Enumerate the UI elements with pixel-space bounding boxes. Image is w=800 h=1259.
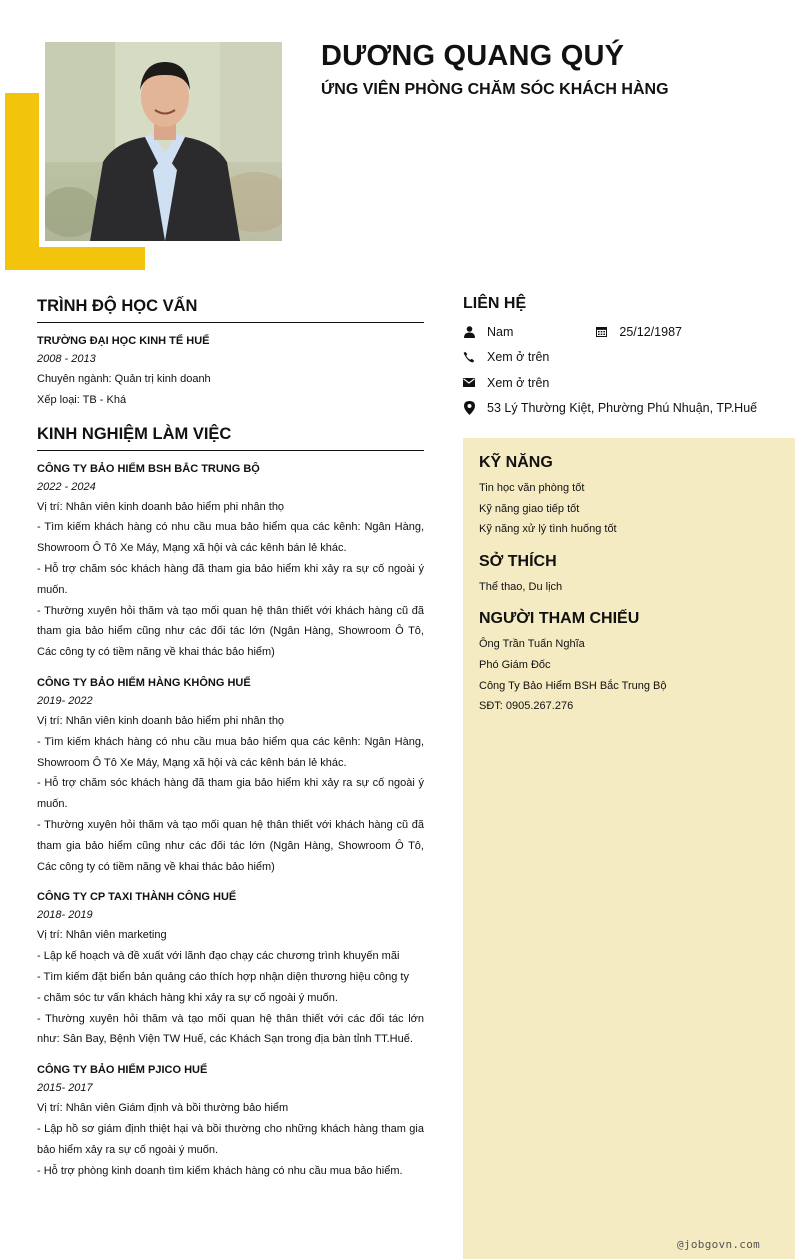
location-pin-icon [463, 402, 475, 414]
school-name: TRƯỜNG ĐẠI HỌC KINH TẾ HUẾ [37, 335, 210, 347]
job-years: 2022 - 2024 [37, 480, 96, 493]
job-line: - chăm sóc tư vấn khách hàng khi xảy ra sự cố ngoài ý muốn. [37, 991, 338, 1004]
left-column [37, 297, 424, 1193]
job-entry [37, 675, 424, 877]
job-entry [37, 1062, 424, 1181]
job-company: CÔNG TY BẢO HIỂM BSH BẮC TRUNG BỘ [37, 462, 260, 475]
hobbies-title: SỞ THÍCH [479, 552, 557, 570]
job-line: Vị trí: Nhân viên kinh doanh bảo hiểm phi nhân thọ [37, 714, 285, 727]
job-line: - Hỗ trợ phòng kinh doanh tìm kiếm khách hàng có nhu cầu mua bảo hiểm. [37, 1164, 403, 1177]
job-line: - Lập hồ sơ giám định thiệt hại và bồi thường cho những khách hàng tham gia bảo hiểm xảy ra sự cố ngoài ý muốn. [37, 1122, 424, 1156]
job-company: CÔNG TY BẢO HIỂM PJICO HUẾ [37, 1064, 208, 1077]
mail-icon [463, 377, 475, 389]
hobbies-section [479, 553, 779, 598]
job-line: - Thường xuyên hỏi thăm và tạo mối quan hệ thân thiết với các đối tác lớn như: Sân Bay, Bệnh Viện TW Huế, các Khách Sạn trong địa bàn tỉnh TT.Huế. [37, 1012, 424, 1046]
job-line: - Lập kế hoạch và đề xuất với lãnh đạo chạy các chương trình khuyến mãi [37, 950, 400, 963]
calendar-icon [595, 326, 607, 338]
job-line: - Thường xuyên hỏi thăm và tạo mối quan hệ thân thiết với khách hàng cũ đã tham gia bảo hiểm cũng như các đối tác lớn (Ngân Hàng, Showroom Ô Tô, Các công ty có tiềm năng về khai thác bảo hiểm) [37, 818, 424, 873]
candidate-name: DƯƠNG QUANG QUÝ [321, 40, 625, 72]
job-entry [37, 889, 424, 1050]
job-company: CÔNG TY CP TAXI THÀNH CÔNG HUẾ [37, 891, 237, 904]
references-title: NGƯỜI THAM CHIẾU [479, 610, 640, 628]
contact-title: LIÊN HỆ [463, 295, 527, 312]
reference-company: Công Ty Bảo Hiểm BSH Bắc Trung Bộ [479, 679, 667, 692]
job-line: - Hỗ trợ chăm sóc khách hàng đã tham gia bảo hiểm khi xảy ra sự cố ngoài ý muốn. [37, 562, 424, 596]
address-value: 53 Lý Thường Kiệt, Phường Phú Nhuận, TP.Huế [487, 401, 758, 416]
job-years: 2015- 2017 [37, 1082, 93, 1095]
reference-name: Ông Trần Tuấn Nghĩa [479, 638, 585, 651]
accent-bar-vertical [5, 93, 39, 270]
job-line: Vị trí: Nhân viên Giám định và bồi thường bảo hiểm [37, 1102, 289, 1115]
education-years: 2008 - 2013 [37, 353, 96, 365]
side-panel [463, 438, 795, 1259]
email-value: Xem ở trên [487, 375, 550, 390]
experience-title: KINH NGHIỆM LÀM VIỆC [37, 425, 424, 451]
person-icon [463, 326, 475, 338]
job-line: Vị trí: Nhân viên kinh doanh bảo hiểm phi nhân thọ [37, 500, 285, 513]
phone-icon [463, 351, 475, 363]
job-line: - Hỗ trợ chăm sóc khách hàng đã tham gia bảo hiểm khi xảy ra sự cố ngoài ý muốn. [37, 777, 424, 811]
watermark: @jobgovn.com [677, 1238, 761, 1251]
job-line: - Tìm kiếm đặt biển bản quảng cáo thích hợp nhận diện thương hiệu công ty [37, 970, 409, 983]
candidate-position: ỨNG VIÊN PHÒNG CHĂM SÓC KHÁCH HÀNG [321, 81, 669, 98]
birthday-value: 25/12/1987 [619, 324, 682, 339]
job-line: - Tìm kiếm khách hàng có nhu cầu mua bảo hiểm qua các kênh: Ngân Hàng, Showroom Ô Tô Xe Máy, Mạng xã hội và các kênh bán lẻ khác. [37, 521, 424, 555]
job-line: - Tìm kiếm khách hàng có nhu cầu mua bảo hiểm qua các kênh: Ngân Hàng, Showroom Ô Tô Xe Máy, Mạng xã hội và các kênh bán lẻ khác. [37, 735, 424, 769]
education-entry [37, 333, 424, 411]
skill-item: Kỹ năng giao tiếp tốt [479, 502, 580, 515]
skill-item: Tin học văn phòng tốt [479, 482, 585, 494]
skills-section [479, 454, 779, 540]
education-major: Chuyên ngành: Quản trị kinh doanh [37, 373, 211, 385]
reference-role: Phó Giám Đốc [479, 658, 551, 671]
education-grade: Xếp loại: TB - Khá [37, 393, 127, 406]
skill-item: Kỹ năng xử lý tình huống tốt [479, 523, 617, 536]
job-years: 2019- 2022 [37, 694, 93, 707]
profile-photo [45, 42, 282, 241]
contact-section [463, 295, 793, 421]
phone-value: Xem ở trên [487, 350, 550, 365]
job-line: Vị trí: Nhân viên marketing [37, 929, 167, 942]
contact-row [463, 370, 793, 396]
accent-bar-horizontal [5, 247, 145, 270]
references-section [479, 610, 779, 716]
skills-title: KỸ NĂNG [479, 454, 553, 471]
job-line: - Thường xuyên hỏi thăm và tạo mối quan hệ thân thiết với khách hàng cũ đã tham gia bảo hiểm cũng như các đối tác lớn (Ngân Hàng, Showroom Ô Tô, Các công ty có tiềm năng về khai thác bảo hiểm) [37, 604, 424, 659]
job-company: CÔNG TY BẢO HIỂM HÀNG KHÔNG HUẾ [37, 676, 251, 689]
reference-phone: SĐT: 0905.267.276 [479, 700, 574, 713]
gender-value: Nam [487, 324, 514, 339]
contact-row [463, 396, 793, 422]
job-years: 2018- 2019 [37, 909, 93, 922]
education-title: TRÌNH ĐỘ HỌC VẤN [37, 297, 424, 323]
job-entry [37, 461, 424, 663]
contact-row [463, 345, 793, 371]
hobbies-text: Thể thao, Du lịch [479, 580, 563, 593]
contact-row [463, 319, 793, 345]
